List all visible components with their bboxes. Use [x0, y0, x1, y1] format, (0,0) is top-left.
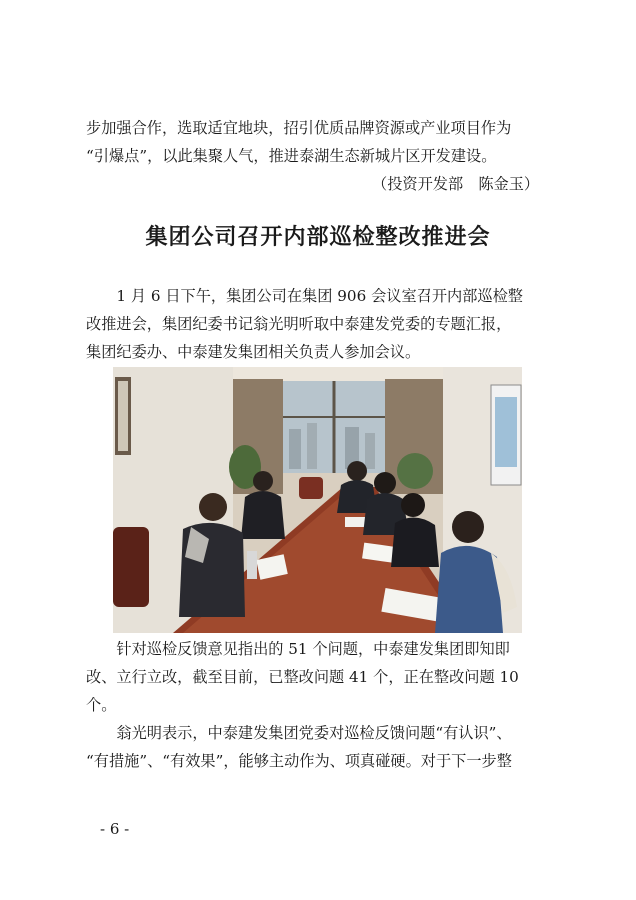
text-line: 步加强合作，选取适宜地块，招引优质品牌资源或产业项目作为 [86, 119, 512, 137]
remarks-paragraph [86, 719, 556, 775]
text-line: 个。 [86, 696, 117, 714]
text-line: 集团纪委办、中泰建发集团相关负责人参加会议。 [86, 343, 421, 361]
text-line: 翁光明表示，中泰建发集团党委对巡检反馈问题“有认识”、 [86, 724, 512, 742]
text-line: “有措施”、“有效果”，能够主动作为、项真碰硬。对于下一步整 [86, 752, 512, 770]
text-line: 针对巡检反馈意见指出的 51 个问题，中泰建发集团即知即 [86, 640, 510, 658]
previous-article-paragraph [86, 114, 556, 170]
text-line: 1 月 6 日下午，集团公司在集团 906 会议室召开内部巡检整 [86, 287, 523, 305]
lead-paragraph [86, 282, 556, 366]
text-line: “引爆点”，以此集聚人气，推进泰湖生态新城片区开发建设。 [86, 147, 497, 165]
meeting-photo [113, 367, 522, 633]
text-line: 改、立行立改，截至目前，已整改问题 41 个，正在整改问题 10 [86, 668, 519, 686]
text-line: 改推进会，集团纪委书记翁光明听取中泰建发党委的专题汇报， [86, 315, 512, 333]
issues-paragraph [86, 635, 556, 719]
article-title: 集团公司召开内部巡检整改推进会 [145, 225, 491, 250]
page-number: - 6 - [100, 820, 130, 838]
article-signature: （投资开发部 陈金玉） [372, 175, 540, 193]
